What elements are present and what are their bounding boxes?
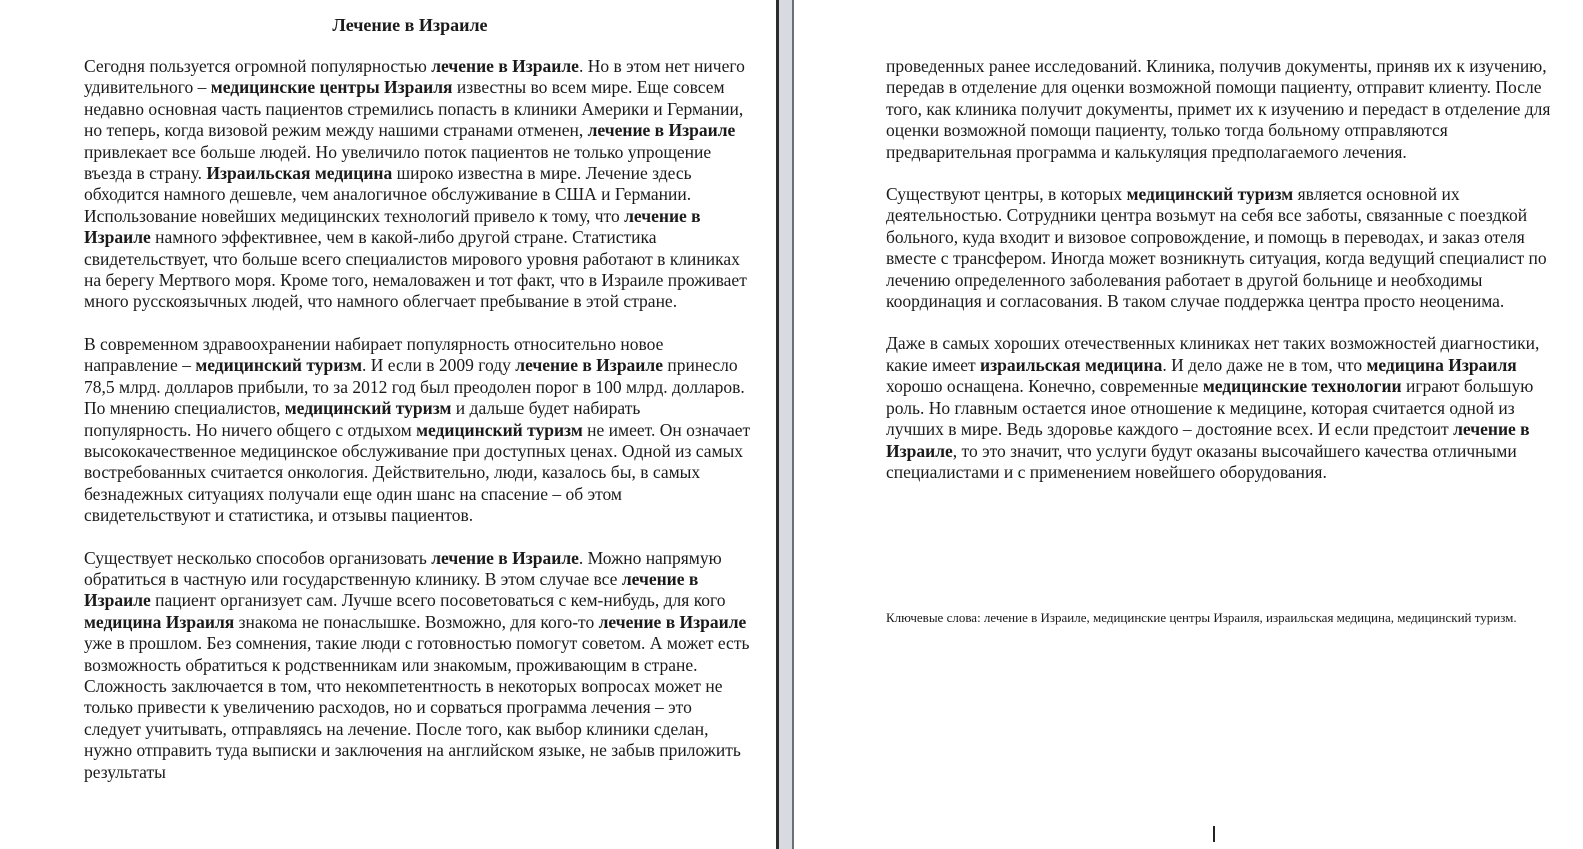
bold-keyword: медицинские центры Израиля [210, 77, 453, 98]
text-run: проведенных ранее исследований. Клиника, получив документы, приняв их к изучению, передав в отделение для оценки возможной помощи пациенту, отправит клиенту. После того, как клиника получит документы, примет их к изучению и передаст в отделение для оценки возможной помощи пациенту, только тогда больному отправляются предварительная программа и калькуляция предполагаемого лечения. [886, 56, 1551, 162]
document-title: Лечение в Израиле [332, 15, 488, 35]
paragraph [84, 56, 752, 313]
text-run: принесло 78,5 млрд. долларов прибыли, то за 2012 год был преодолен порог в 100 млрд. долларов. По мнению специалистов, [84, 355, 745, 419]
page-border-left [776, 0, 779, 849]
text-run: . Можно напрямую обратиться в частную или государственную клинику. В этом случае все [84, 547, 722, 589]
text-run: , то это значит, что услуги будут оказаны высочайшего качества отличными специалистами и с применением новейшего оборудования. [886, 440, 1517, 482]
paragraph [886, 333, 1554, 483]
text-run: Существуют центры, в которых [886, 184, 1127, 205]
text-run: Даже в самых хороших отечественных клиниках нет таких возможностей диагностики, какие имеет [886, 333, 1540, 375]
text-run: В современном здравоохранении набирает популярность относительно новое направление – [84, 333, 664, 376]
bold-keyword: медицина Израиля [84, 611, 235, 632]
text-run: Сегодня пользуется огромной популярностью [84, 56, 432, 76]
bold-keyword: медицина Израиля [1366, 354, 1517, 375]
paragraph [84, 334, 752, 527]
bold-keyword: медицинский туризм [416, 419, 583, 440]
paragraph [84, 548, 752, 783]
text-run: намного эффективнее, чем в какой-либо другой стране. Статистика свидетельствует, что больше всего специалистов мирового уровня работают в клиниках на берегу Мертвого моря. Кроме того, немаловажен и тот факт, что в Израиле проживает много русскоязычных людей, что намного облегчает пребывание в этой стране. [84, 227, 747, 312]
bold-keyword: лечение в Израиле [84, 568, 699, 611]
bold-keyword: медицинский туризм [1126, 184, 1294, 205]
text-run: Существует несколько способов организовать [84, 547, 432, 568]
right-page-body [886, 56, 1554, 504]
text-run: . И дело даже не в том, что [1162, 354, 1367, 375]
bold-keyword: медицинский туризм [284, 398, 452, 419]
bold-keyword: лечение в Израиле [515, 355, 663, 376]
paragraph [886, 184, 1554, 312]
text-run: привлекает все больше людей. Но увеличило поток пациентов не только упрощение въезда в страну. [84, 141, 712, 184]
bold-keyword: лечение в Израиле [598, 611, 747, 632]
left-page-body [84, 56, 752, 804]
text-run: широко известна в мире. Лечение здесь обходится намного дешевле, чем аналогичное обслуживание в США и Германии. Использование новейших медицинских технологий привело к тому, что [84, 163, 692, 226]
bold-keyword: медицинские технологии [1202, 376, 1402, 397]
text-run: . И если в 2009 году [362, 355, 516, 376]
text-run: не имеет. Он означает высококачественное медицинское обслуживание при доступных ценах. Одной из самых востребованных считается онкология. Действительно, люди, казалось бы, в самых безнадежных ситуациях получали еще один шанс на спасение – об этом свидетельствуют и статистика, и отзывы пациентов. [84, 419, 751, 526]
text-run: пациент организует сам. Лучше всего посоветоваться с кем-нибудь, для кого [150, 590, 726, 611]
paragraph [886, 56, 1554, 163]
bold-keyword: лечение в Израиле [431, 547, 579, 568]
bold-keyword: лечение в Израиле [886, 419, 1530, 461]
text-run: хорошо оснащена. Конечно, современные [886, 376, 1203, 397]
text-run: уже в прошлом. Без сомнения, такие люди с готовностью помогут советом. А может есть возможность обратиться к родственникам или знакомым, проживающим в стране. Сложность заключается в том, что некомпетентность в некоторых вопросах может не только привести к увеличению расходов, но и сорваться программа лечения – это следует учитывать, отправляясь на лечение. После того, как выбор клиники сделан, нужно отправить туда выписки и заключения на английском языке, не забыв приложить результаты [84, 633, 750, 782]
bold-keyword: лечение в Израиле [431, 56, 579, 76]
text-run: и дальше будет набирать популярность. Но ничего общего с отдыхом [84, 398, 641, 440]
document-page-right[interactable] [794, 0, 1583, 849]
bold-keyword: медицинский туризм [195, 355, 362, 376]
text-run: знакома не понаслышке. Возможно, для кого-то [234, 611, 599, 632]
document-page-left[interactable] [0, 0, 778, 849]
text-run: известны во всем мире. Еще совсем недавно основная часть пациентов стремились попасть в клиники Америки и Германии, но теперь, когда визовой режим между нашими странами отменен, [84, 77, 744, 141]
bold-keyword: лечение в Израиле [587, 120, 736, 141]
bold-keyword: израильская медицина [980, 354, 1163, 375]
text-run: . Но в этом нет ничего удивительного – [84, 56, 745, 98]
bold-keyword: лечение в Израиле [84, 205, 701, 248]
text-cursor [1213, 826, 1215, 842]
text-run: является основной их деятельностью. Сотрудники центра возьмут на себя все заботы, связанные с поездкой больного, куда входит и визовое сопровождение, и помощь в переводах, и заказ отеля вместе с трансфером. Иногда может возникнуть ситуация, когда ведущий специалист по лечению определенного заболевания работает в другой больнице и необходимы координация и согласования. В таком случае поддержка центра просто неоценима. [886, 184, 1547, 312]
text-run: играют большую роль. Но главным остается иное отношение к медицине, которая считается одной из лучших в мире. Ведь здоровье каждого – достояние всех. И если предстоит [886, 376, 1534, 440]
bold-keyword: Израильская медицина [206, 163, 393, 184]
keywords-line: Ключевые слова: лечение в Израиле, медицинские центры Израиля, израильская медицина, медицинский туризм. [886, 610, 1517, 625]
